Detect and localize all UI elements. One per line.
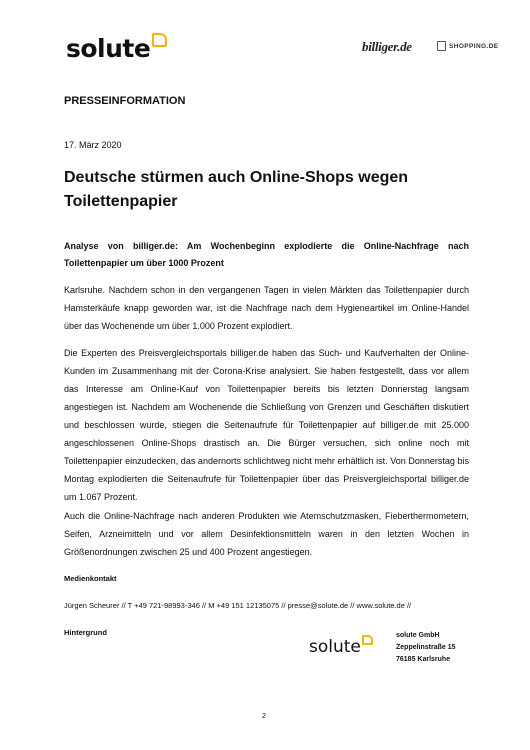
- solute-logo-text: solute: [66, 34, 151, 63]
- body-paragraph-1: Karlsruhe. Nachdem schon in den vergangenen Tagen in vielen Märkten das Toilettenpapier durch Hamsterkäufe knapp geworden war, ist die Nachfrage nach dem Hygieneartikel im Online-Handel über das Wochenende um über 1.000 Prozent explodiert.: [64, 285, 469, 331]
- body-paragraph-2: Die Experten des Preisvergleichsportals billiger.de haben das Such- und Kaufverhalten der Online-Kunden im Zusammenhang mit der Corona-Krise analysiert. Sie haben festgestellt, dass vor allem das Interesse am Online-Kauf von Toilettenpapier bereits bis letzten Donnerstag langsam angestiegen ist. Nachdem am Wochenende die Schließung von Grenzen und Geschäften diskutiert und beschlossen wurde, stiegen die Seitenaufrufe für Toilettenpapier auf billiger.de mit 25.000 angeschlossenen Online-Shops drastisch an. Die Bürger versuchen, sich online noch mit Toilettenpapier einzudecken, das andernorts schlichtweg nicht mehr erhältlich ist. Von Donnerstag bis Montag explodierten die Seitenaufrufe für Toilettenpapier über das Preisvergleichsportal billiger.de um 1.067 Prozent.: [64, 348, 469, 502]
- section-label: PRESSEINFORMATION: [64, 95, 186, 107]
- billiger-logo: billiger.de: [362, 39, 412, 54]
- footer-logo-text: solute: [309, 637, 361, 657]
- body-paragraph-3: Auch die Online-Nachfrage nach anderen Produkten wie Atemschutzmasken, Fieberthermometern, Seifen, Arzneimitteln und vor allem Desinfektionsmitteln waren in den letzten Wochen in Größenordnungen zwischen 25 und 400 Prozent angestiegen.: [64, 511, 469, 557]
- address-street: Zeppelinstraße 15: [396, 644, 456, 651]
- background-label: Hintergrund: [64, 628, 107, 637]
- shopping-bag-icon: [437, 41, 446, 51]
- shopping-logo-text: SHOPPING.DE: [449, 42, 499, 50]
- company-address: [396, 630, 456, 666]
- address-company: solute GmbH: [396, 632, 440, 639]
- headline: Deutsche stürmen auch Online-Shops wegen Toilettenpapier: [64, 169, 409, 210]
- address-city: 76185 Karlsruhe: [396, 656, 451, 663]
- solute-logo-mark-icon: [152, 33, 167, 47]
- press-date: 17. März 2020: [64, 140, 122, 150]
- footer-solute-logo: [309, 635, 373, 656]
- solute-logo: [66, 33, 167, 61]
- lead-paragraph: Analyse von billiger.de: Am Wochenbeginn explodierte die Online-Nachfrage nach Toilettenpapier um über 1000 Prozent: [64, 241, 469, 268]
- shopping-logo: [437, 41, 499, 51]
- media-contact-label: Medienkontakt: [64, 574, 117, 583]
- footer-logo-mark-icon: [362, 635, 373, 645]
- media-contact-details: Jürgen Scheurer // T +49 721-98993-346 // M +49 151 12135075 // presse@solute.de // www.solute.de //: [64, 601, 412, 610]
- page-number: 2: [262, 713, 266, 720]
